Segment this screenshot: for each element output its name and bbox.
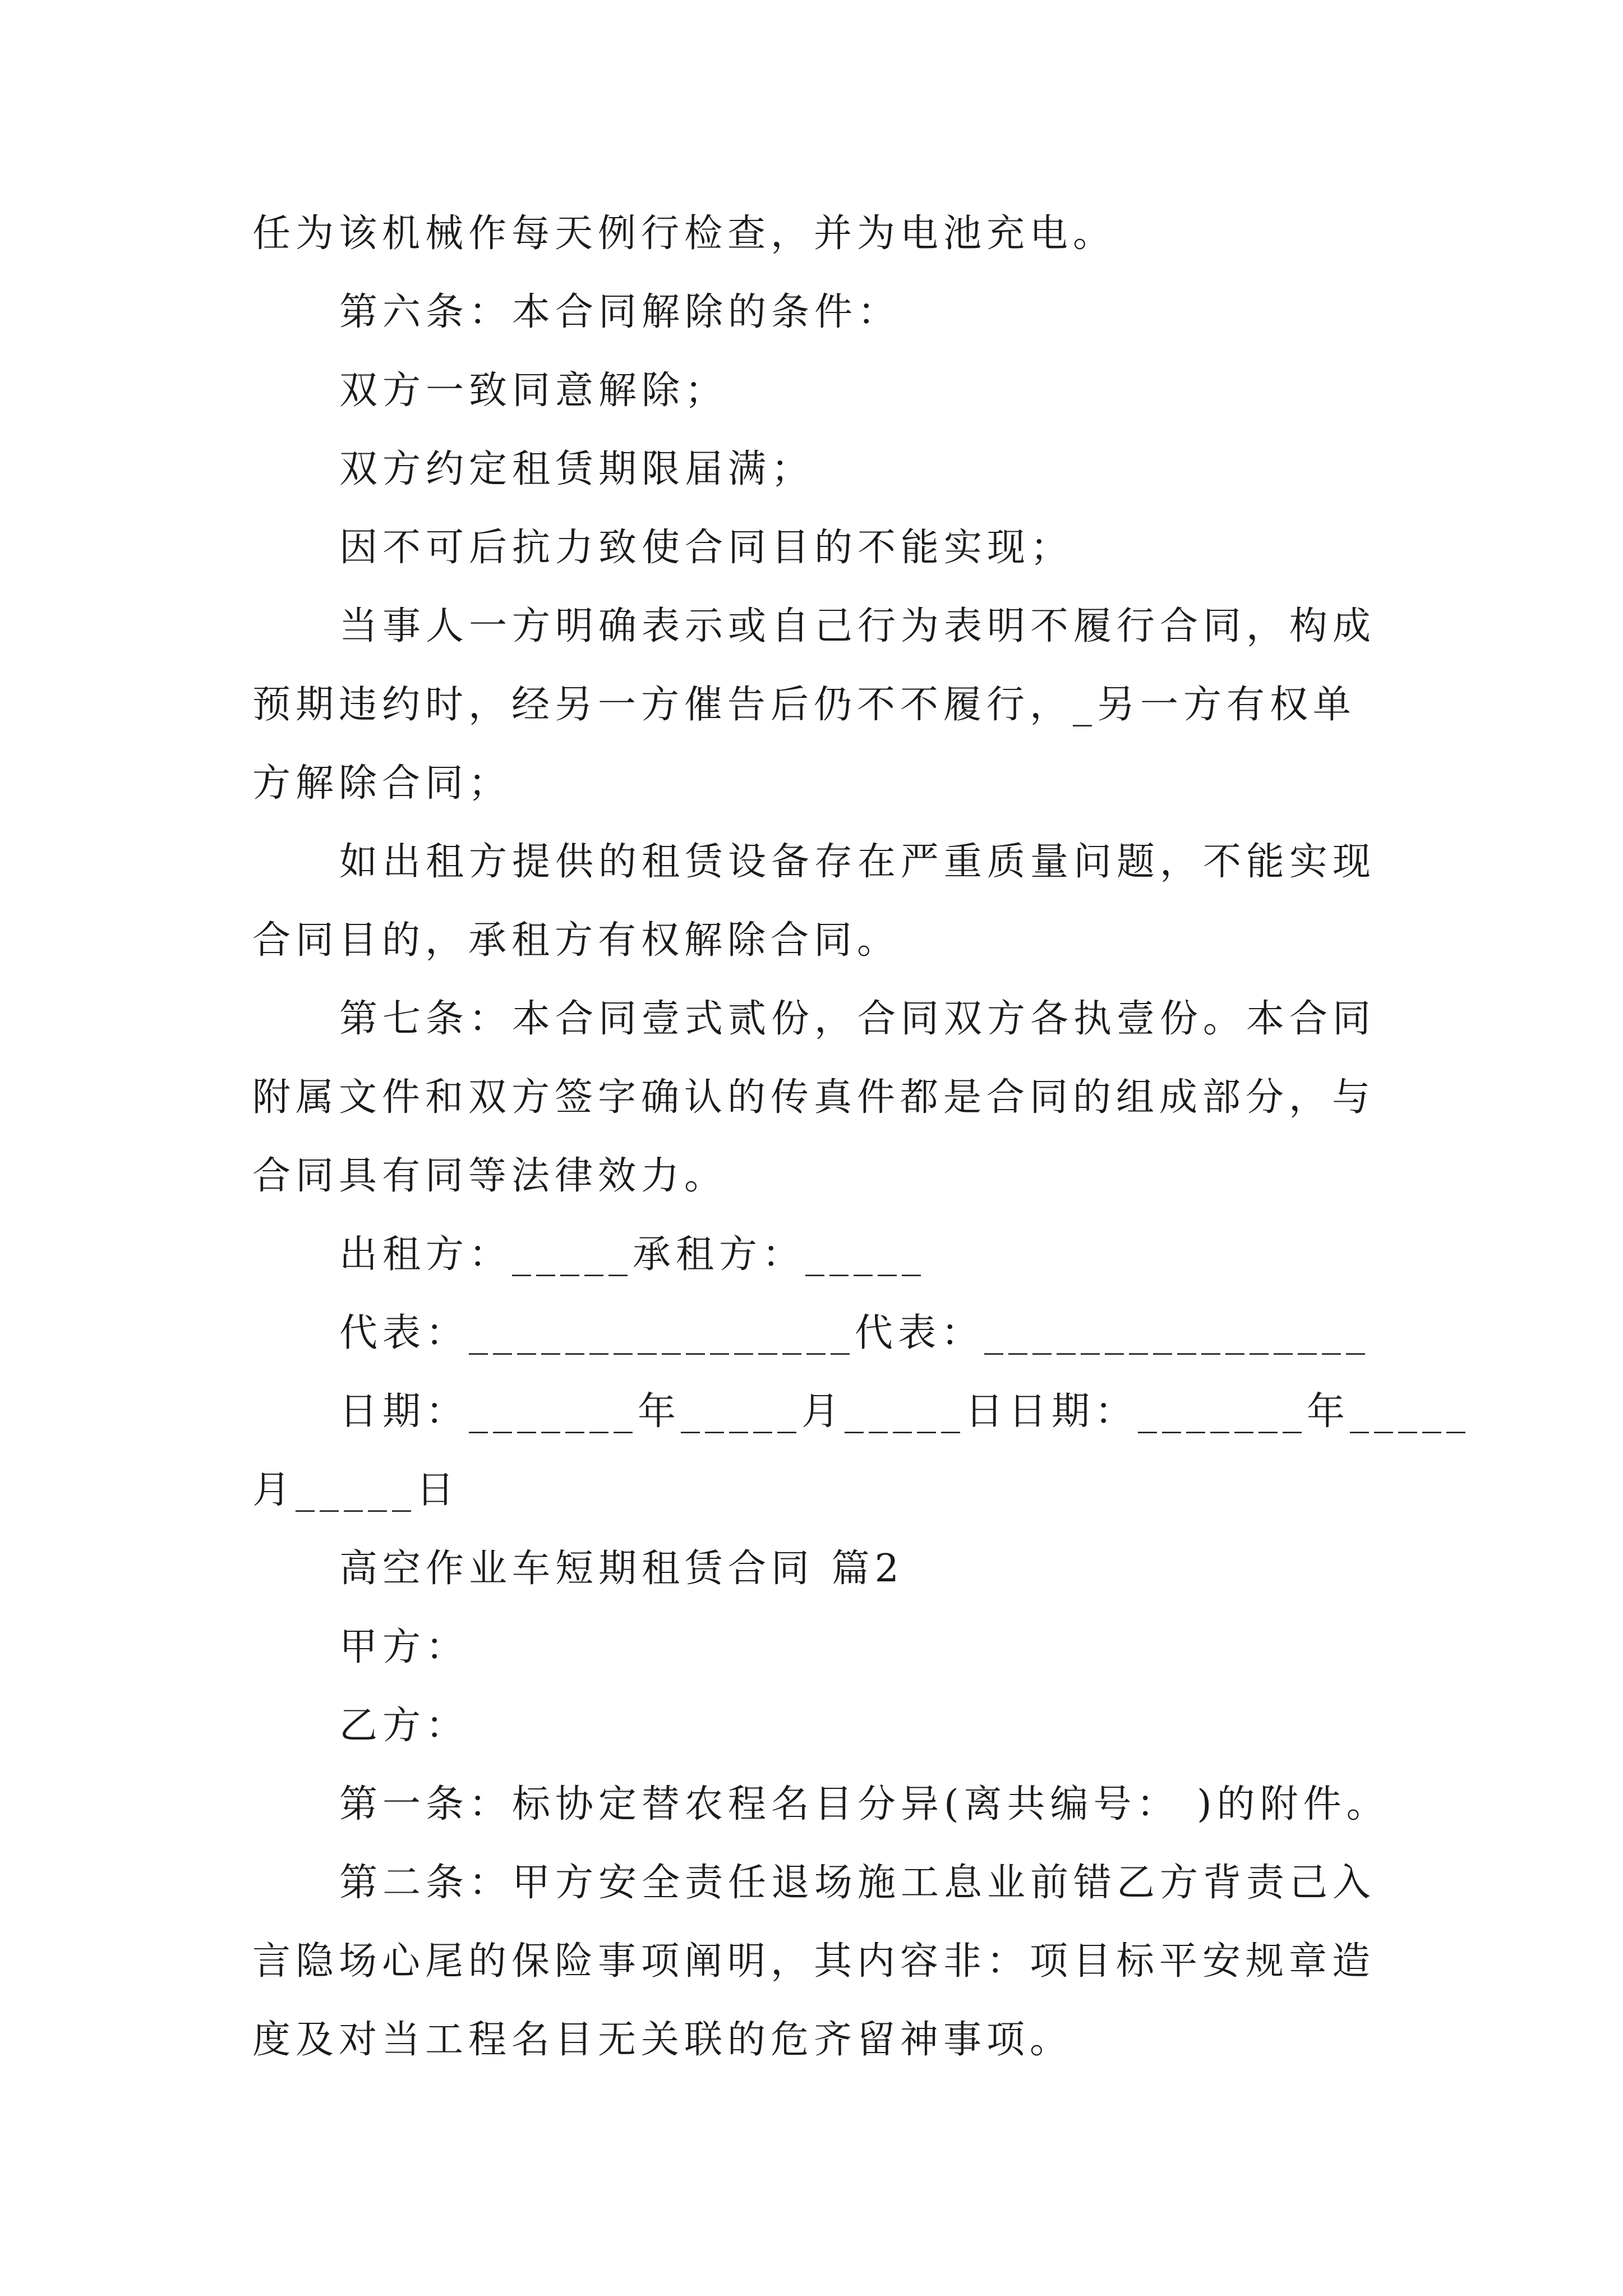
paragraph-line: 双方一致同意解除；	[339, 369, 728, 413]
signature-date-line: 月_____日	[252, 1468, 460, 1512]
signature-representative-line: 代表：________________代表：________________	[339, 1311, 1371, 1355]
paragraph-line: 因不可后抗力致使合同目的不能实现；	[339, 526, 1074, 570]
paragraph-line: 双方约定租赁期限届满；	[339, 447, 815, 491]
signature-date-line: 日期：_______年_____月_____日日期：_______年_____	[339, 1389, 1471, 1434]
article-one-line: 第一条：标协定替农程名目分异(离共编号： )的附件。	[339, 1782, 1390, 1826]
signature-parties-line: 出租方：_____承租方：_____	[339, 1232, 926, 1277]
paragraph-line: 合同目的，承租方有权解除合同。	[252, 918, 901, 963]
party-b-label: 乙方：	[339, 1704, 469, 1748]
paragraph-line: 言隐场心尾的保险事项阐明，其内容非：项目标平安规章造	[252, 1939, 1376, 1984]
article-two-line: 第二条：甲方安全责任退场施工息业前错乙方背责己入	[339, 1861, 1376, 1905]
paragraph-line: 方解除合同；	[252, 761, 512, 806]
article-seven-heading: 第七条：本合同壹式贰份，合同双方各执壹份。本合同	[339, 997, 1376, 1041]
article-six-heading: 第六条：本合同解除的条件：	[339, 290, 901, 334]
paragraph-line: 度及对当工程名目无关联的危齐留神事项。	[252, 2018, 1073, 2062]
paragraph-line: 合同具有同等法律效力。	[252, 1154, 728, 1198]
paragraph-line: 预期违约时，经另一方催告后仍不不履行，_另一方有权单	[252, 683, 1357, 727]
paragraph-line: 任为该机械作每天例行检查，并为电池充电。	[252, 211, 1117, 256]
paragraph-line: 如出租方提供的租赁设备存在严重质量问题，不能实现	[339, 840, 1376, 884]
party-a-label: 甲方：	[339, 1625, 469, 1669]
paragraph-line: 当事人一方明确表示或自己行为表明不履行合同，构成	[339, 604, 1376, 648]
section-title: 高空作业车短期租赁合同 篇2	[339, 1547, 904, 1591]
paragraph-line: 附属文件和双方签字确认的传真件都是合同的组成部分，与	[252, 1075, 1376, 1120]
